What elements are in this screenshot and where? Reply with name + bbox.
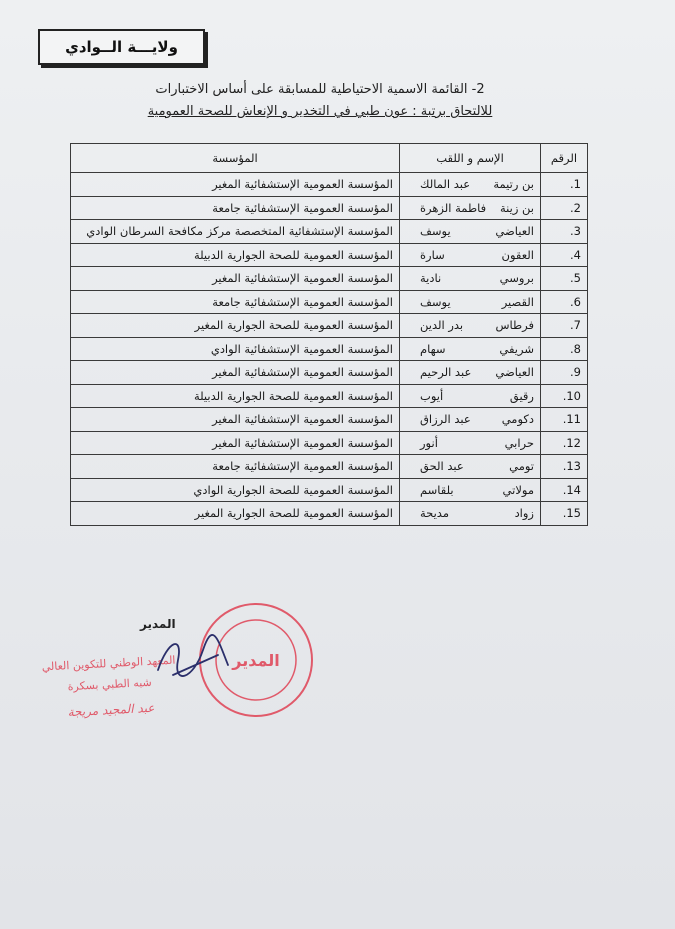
- row-number: 2.: [541, 196, 588, 220]
- row-last-name: العقون: [501, 247, 534, 262]
- wilaya-header-box: [38, 29, 205, 65]
- row-institution: المؤسسة العمومية الإستشفائية الوادي: [71, 337, 400, 361]
- row-institution: المؤسسة العمومية للصحة الجوارية الوادي: [71, 478, 400, 502]
- table-row: [71, 431, 588, 455]
- row-institution: المؤسسة العمومية الإستشفائية المغير: [71, 173, 400, 197]
- row-first-name: فاطمة الزهرة: [420, 200, 487, 215]
- row-first-name: سهام: [420, 341, 446, 356]
- table-row: [71, 243, 588, 267]
- row-last-name: شريفي: [499, 341, 534, 356]
- row-name: [400, 431, 541, 455]
- table-row: [71, 267, 588, 291]
- row-number: 8.: [541, 337, 588, 361]
- row-number: 4.: [541, 243, 588, 267]
- row-last-name: العياضي: [495, 365, 534, 380]
- row-first-name: عبد المالك: [420, 177, 471, 192]
- row-first-name: يوسف: [420, 224, 451, 239]
- table-row: [71, 314, 588, 338]
- stamp-line1: المعهد الوطني للتكوين العالي: [41, 653, 176, 674]
- table-row: [71, 196, 588, 220]
- row-institution: المؤسسة العمومية الإستشفائية المغير: [71, 267, 400, 291]
- candidates-table: [70, 143, 588, 526]
- row-number: 7.: [541, 314, 588, 338]
- row-first-name: يوسف: [420, 294, 451, 309]
- row-last-name: رقيق: [509, 388, 534, 403]
- row-institution: المؤسسة العمومية للصحة الجوارية الدبيلة: [71, 243, 400, 267]
- row-name: [400, 502, 541, 526]
- stamp-director-name: عبد المجيد مريجة: [67, 700, 155, 720]
- row-institution: المؤسسة العمومية الإستشفائية المغير: [71, 361, 400, 385]
- row-institution: المؤسسة العمومية الإستشفائية جامعة: [71, 290, 400, 314]
- row-number: 13.: [541, 455, 588, 479]
- row-number: 5.: [541, 267, 588, 291]
- row-first-name: نادية: [420, 271, 442, 286]
- row-name: [400, 196, 541, 220]
- row-name: [400, 478, 541, 502]
- table-row: [71, 502, 588, 526]
- row-last-name: العياضي: [495, 224, 534, 239]
- row-last-name: القصير: [501, 294, 534, 309]
- row-name: [400, 314, 541, 338]
- row-name: [400, 361, 541, 385]
- row-first-name: عبد الحق: [420, 459, 464, 474]
- row-number: 15.: [541, 502, 588, 526]
- row-last-name: زواد: [514, 506, 534, 521]
- row-last-name: فرطاس: [495, 318, 534, 333]
- table-row: [71, 361, 588, 385]
- header-name: الإسم و اللقب: [400, 144, 541, 173]
- row-first-name: بدر الدين: [420, 318, 464, 333]
- table-row: [71, 408, 588, 432]
- row-first-name: مديحة: [420, 506, 449, 521]
- round-stamp-center-text: المدير: [232, 651, 280, 670]
- row-institution: المؤسسة العمومية للصحة الجوارية المغير: [71, 314, 400, 338]
- row-institution: المؤسسة العمومية الإستشفائية جامعة: [71, 455, 400, 479]
- wilaya-title: ولايـــة الــوادي: [65, 38, 178, 56]
- row-name: [400, 243, 541, 267]
- row-institution: المؤسسة العمومية الإستشفائية جامعة: [71, 196, 400, 220]
- handwritten-signature-icon: [148, 630, 238, 690]
- row-last-name: حرابي: [504, 435, 534, 450]
- row-first-name: أنور: [420, 435, 438, 450]
- list-subtitle: للالتحاق برتبة : عون طبي في التخدير و الإنعاش للصحة العمومية: [147, 104, 493, 119]
- row-last-name: بن زينة: [499, 200, 534, 215]
- table-row: [71, 384, 588, 408]
- row-last-name: بروسي: [499, 271, 534, 286]
- row-first-name: أيوب: [420, 388, 444, 403]
- row-name: [400, 267, 541, 291]
- row-name: [400, 408, 541, 432]
- row-number: 9.: [541, 361, 588, 385]
- row-last-name: دكومي: [501, 412, 534, 427]
- row-name: [400, 337, 541, 361]
- row-number: 3.: [541, 220, 588, 244]
- row-first-name: بلقاسم: [420, 482, 454, 497]
- table-row: [71, 478, 588, 502]
- row-institution: المؤسسة الإستشفائية المتخصصة مركز مكافحة السرطان الوادي: [71, 220, 400, 244]
- header-institution: المؤسسة: [71, 144, 400, 173]
- row-institution: المؤسسة العمومية للصحة الجوارية المغير: [71, 502, 400, 526]
- row-number: 1.: [541, 173, 588, 197]
- table-row: [71, 220, 588, 244]
- row-last-name: بن رتيمة: [493, 177, 534, 192]
- row-name: [400, 455, 541, 479]
- row-number: 10.: [541, 384, 588, 408]
- director-title: المدير: [140, 617, 176, 631]
- table-row: [71, 290, 588, 314]
- row-name: [400, 290, 541, 314]
- list-title: 2- القائمة الاسمية الاحتياطية للمسابقة على أساس الاختبارات: [155, 82, 485, 97]
- row-name: [400, 220, 541, 244]
- table-row: [71, 455, 588, 479]
- header-number: الرقم: [541, 144, 588, 173]
- table-row: [71, 337, 588, 361]
- row-last-name: مولاتي: [502, 482, 534, 497]
- row-number: 11.: [541, 408, 588, 432]
- row-institution: المؤسسة العمومية للصحة الجوارية الدبيلة: [71, 384, 400, 408]
- row-number: 6.: [541, 290, 588, 314]
- row-first-name: سارة: [420, 247, 445, 262]
- row-first-name: عبد الرحيم: [420, 365, 472, 380]
- row-first-name: عبد الرزاق: [420, 412, 471, 427]
- row-number: 12.: [541, 431, 588, 455]
- row-name: [400, 384, 541, 408]
- stamp-line2: شبه الطبي بسكرة: [67, 675, 153, 694]
- row-last-name: تومي: [509, 459, 534, 474]
- table-row: [71, 173, 588, 197]
- row-name: [400, 173, 541, 197]
- row-institution: المؤسسة العمومية الإستشفائية المغير: [71, 408, 400, 432]
- table-header-row: [71, 144, 588, 173]
- row-number: 14.: [541, 478, 588, 502]
- row-institution: المؤسسة العمومية الإستشفائية المغير: [71, 431, 400, 455]
